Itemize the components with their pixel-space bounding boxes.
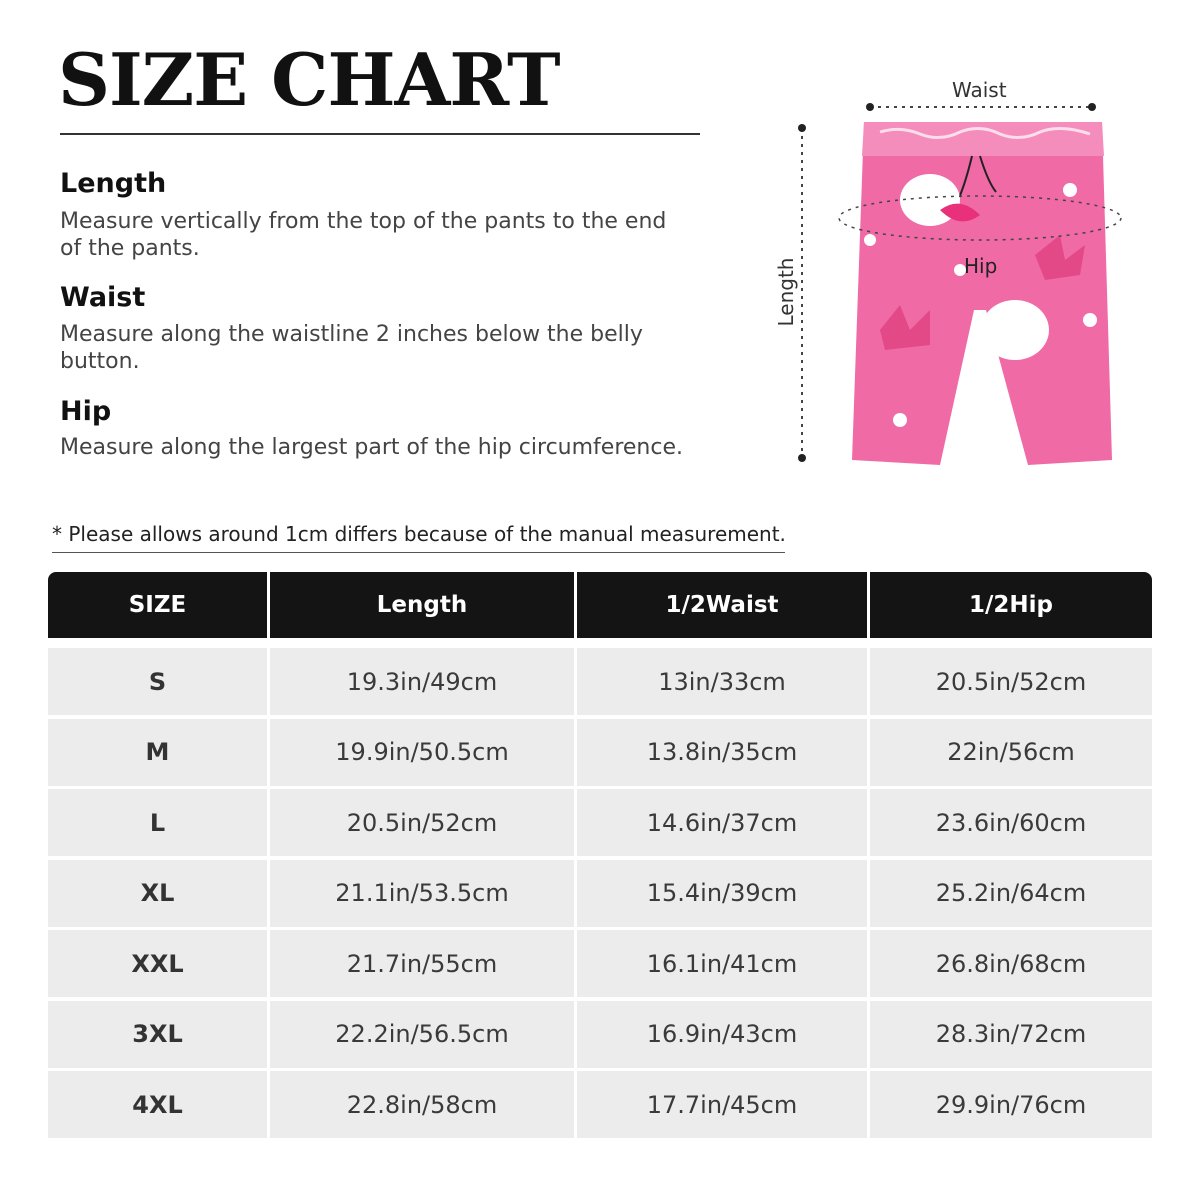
measurement-note: * Please allows around 1cm differs because of the manual measurement.	[52, 522, 786, 546]
length-cell: 22.8in/58cm	[270, 1071, 574, 1138]
half-hip-cell: 22in/56cm	[870, 719, 1152, 786]
half-waist-cell: 14.6in/37cm	[577, 789, 867, 856]
half-hip-cell: 28.3in/72cm	[870, 1001, 1152, 1068]
table-row	[48, 1001, 1152, 1068]
header-length: Length	[267, 572, 574, 638]
half-hip-cell: 20.5in/52cm	[870, 648, 1152, 715]
size-cell: XXL	[48, 930, 267, 997]
length-description: Measure vertically from the top of the pants to the end of the pants.	[60, 209, 667, 261]
half-hip-cell: 26.8in/68cm	[870, 930, 1152, 997]
header-size: SIZE	[128, 592, 187, 618]
waist-description: Measure along the waistline 2 inches below the belly button.	[60, 322, 643, 374]
half-waist-cell: 13.8in/35cm	[577, 719, 867, 786]
hip-heading: Hip	[60, 396, 112, 427]
title-divider	[60, 133, 700, 135]
hip-description: Measure along the largest part of the hip circumference.	[60, 435, 683, 460]
table-row	[48, 789, 1152, 856]
header-half-hip: 1/2Hip	[867, 572, 1152, 638]
size-cell: M	[48, 719, 267, 786]
table-row	[48, 1071, 1152, 1138]
size-cell: 3XL	[48, 1001, 267, 1068]
shorts-diagram	[760, 60, 1180, 480]
length-label: Length	[774, 257, 798, 327]
waist-label: Waist	[952, 78, 1007, 102]
note-divider	[52, 552, 785, 553]
length-cell: 21.7in/55cm	[270, 930, 574, 997]
length-heading: Length	[60, 168, 167, 199]
hip-label: Hip	[964, 254, 998, 278]
half-waist-cell: 16.9in/43cm	[577, 1001, 867, 1068]
length-cell: 22.2in/56.5cm	[270, 1001, 574, 1068]
size-cell: S	[48, 648, 267, 715]
length-cell: 19.3in/49cm	[270, 648, 574, 715]
length-cell: 19.9in/50.5cm	[270, 719, 574, 786]
table-row	[48, 719, 1152, 786]
size-cell: L	[48, 789, 267, 856]
table-body	[48, 648, 1152, 1138]
length-cell: 20.5in/52cm	[270, 789, 574, 856]
waist-heading: Waist	[60, 282, 146, 313]
header-half-waist: 1/2Waist	[574, 572, 867, 638]
half-waist-cell: 17.7in/45cm	[577, 1071, 867, 1138]
half-waist-cell: 15.4in/39cm	[577, 860, 867, 927]
size-cell: 4XL	[48, 1071, 267, 1138]
size-table	[48, 572, 1152, 1142]
table-row	[48, 930, 1152, 997]
half-hip-cell: 23.6in/60cm	[870, 789, 1152, 856]
size-cell: XL	[48, 860, 267, 927]
half-hip-cell: 29.9in/76cm	[870, 1071, 1152, 1138]
page-title: SIZE CHART	[58, 37, 560, 122]
half-waist-cell: 16.1in/41cm	[577, 930, 867, 997]
half-waist-cell: 13in/33cm	[577, 648, 867, 715]
table-header	[48, 572, 1152, 638]
table-row	[48, 648, 1152, 715]
half-hip-cell: 25.2in/64cm	[870, 860, 1152, 927]
length-cell: 21.1in/53.5cm	[270, 860, 574, 927]
table-row	[48, 860, 1152, 927]
